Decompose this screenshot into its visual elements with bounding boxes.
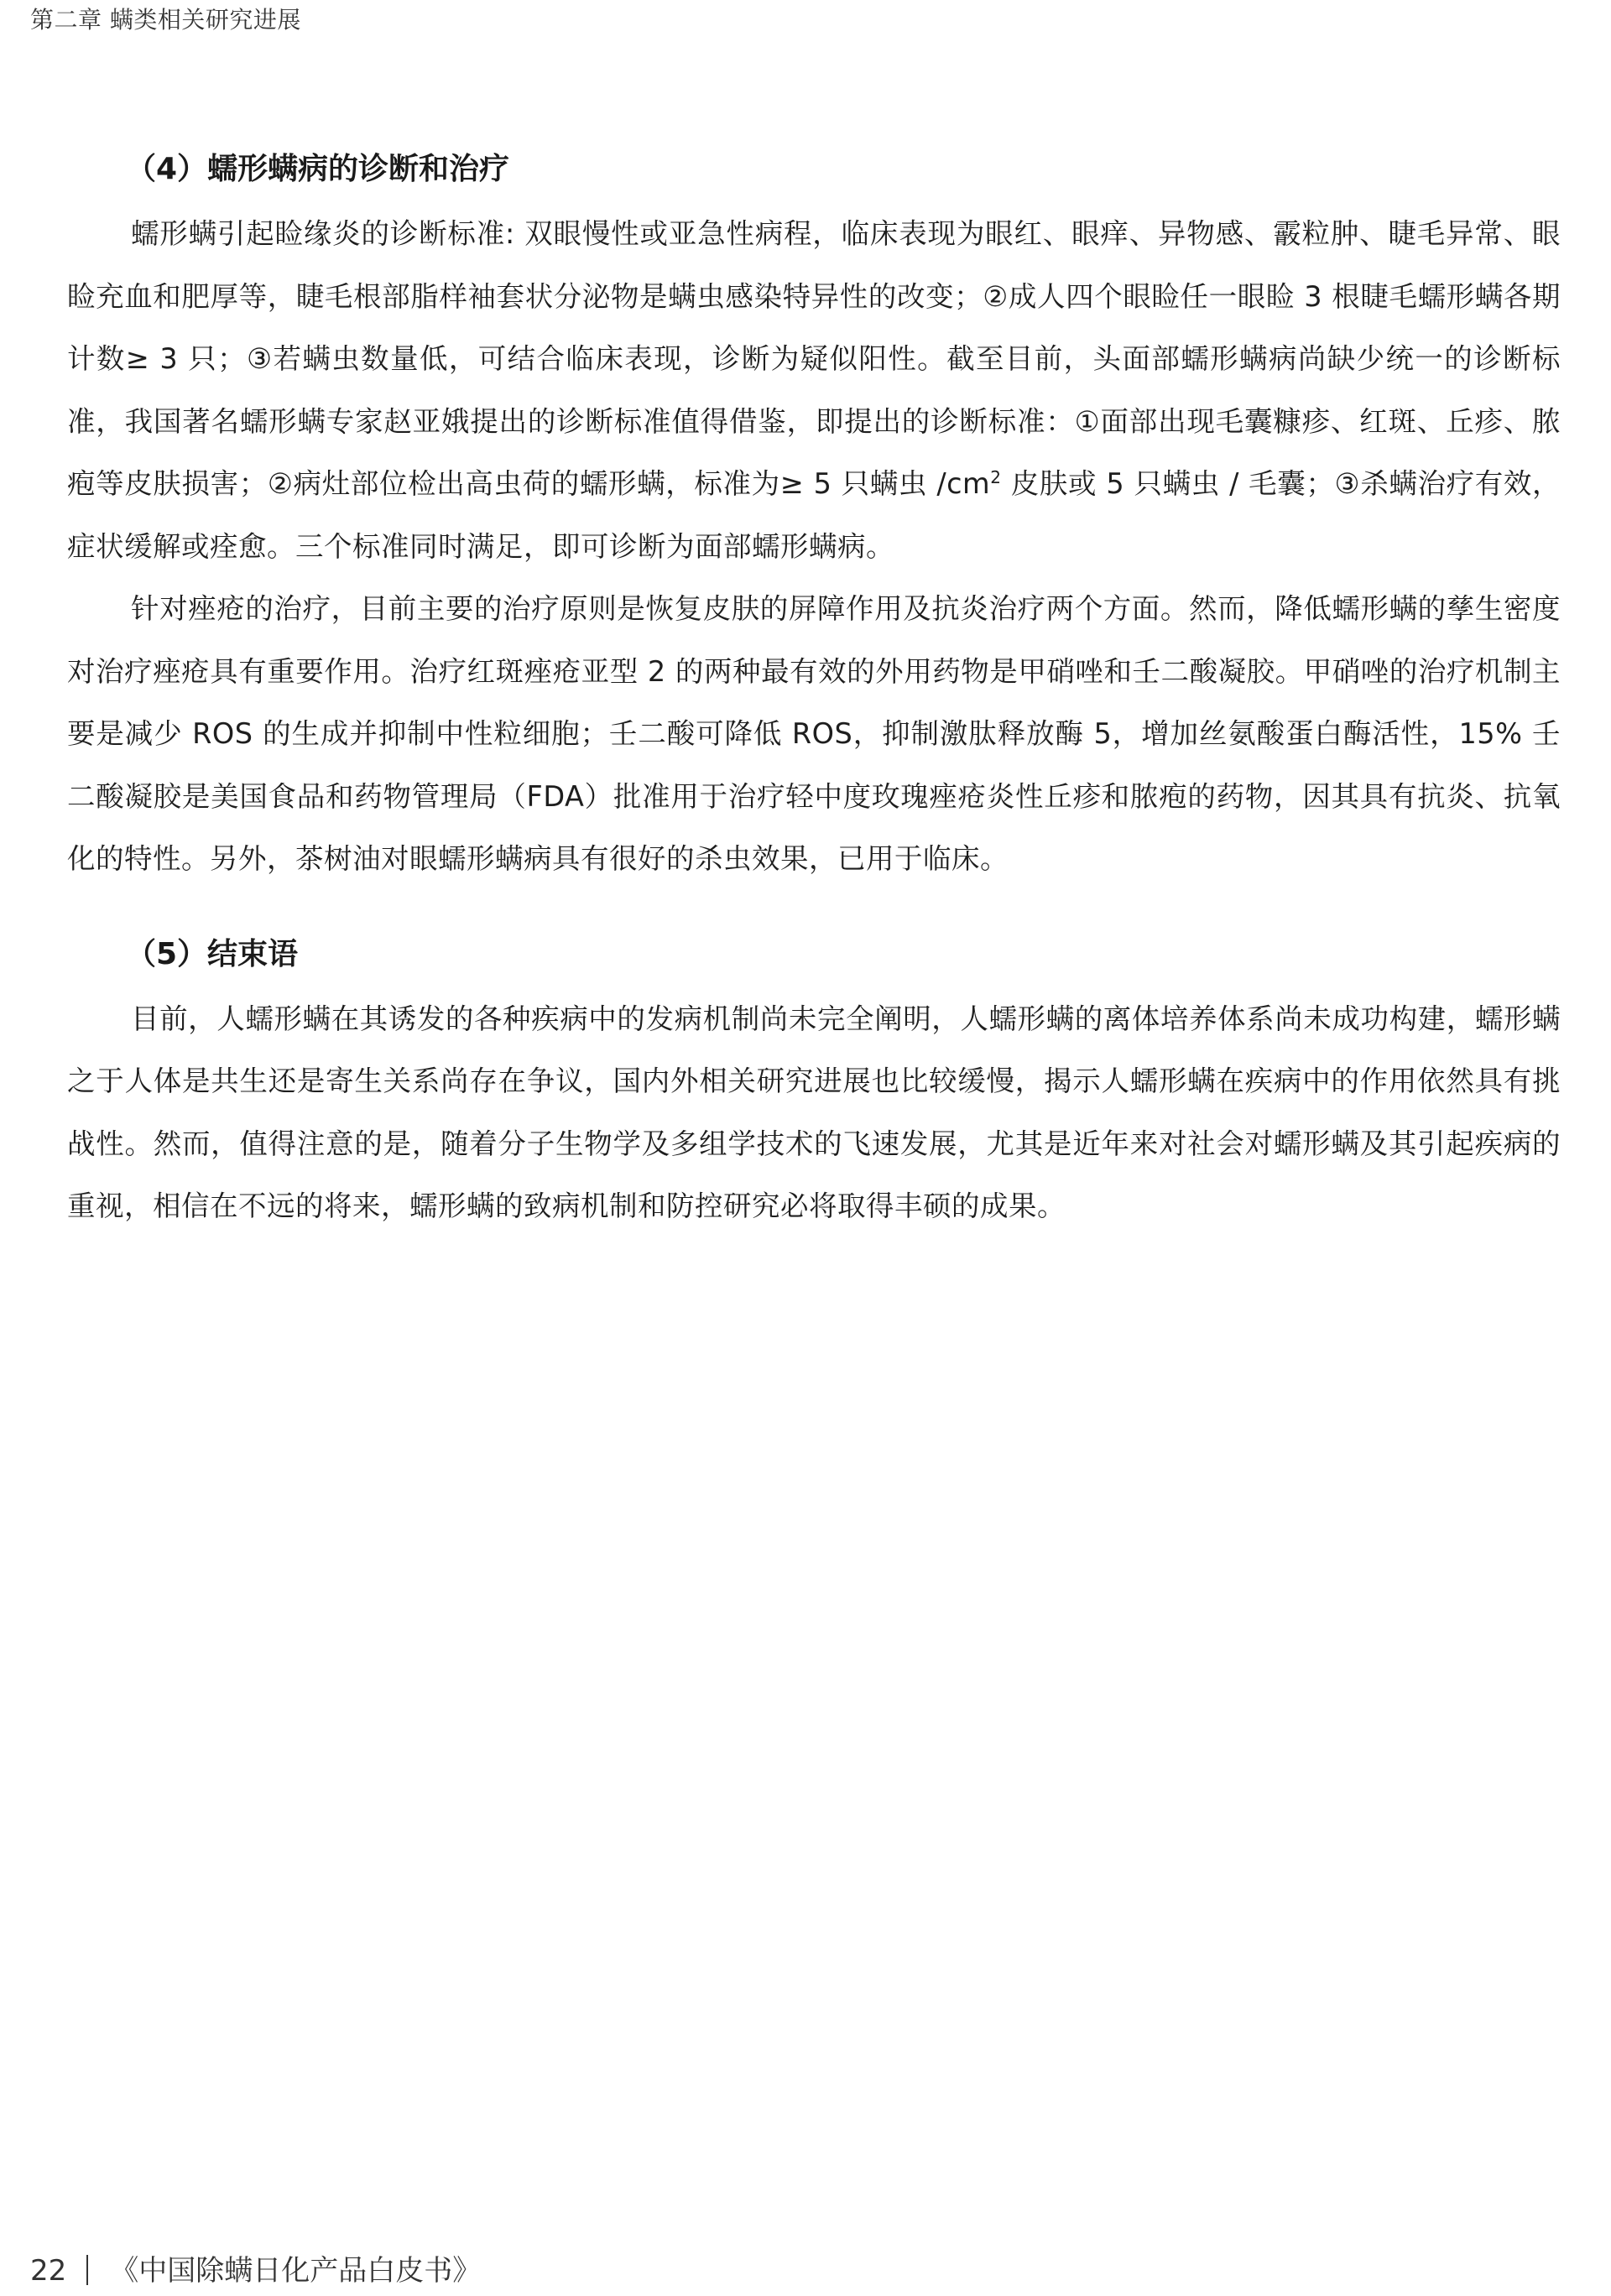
paragraph-text: 蠕形螨引起睑缘炎的诊断标准: 双眼慢性或亚急性病程，临床表现为眼红、眼痒、异物感、霰粒肿、睫毛异常、眼睑充血和肥厚等，睫毛根部脂样袖套状分泌物是螨虫感染特异性的改变；②成人四个眼睑任一眼睑 3 根睫毛蠕形螨各期计数≥ 3 只；③若螨虫数量低，可结合临床表现，诊断为疑似阳性。截至目前，头面部蠕形螨病尚缺少统一的诊断标准，我国著名蠕形螨专家赵亚娥提出的诊断标准值得借鉴，即提出的诊断标准：①面部出现毛囊糠疹、红斑、丘疹、脓疱等皮肤损害；②病灶部位检出高虫荷的蠕形螨，标准为≥ 5 只螨虫 /cm	[67, 217, 1561, 500]
section-heading-conclusion: （5）结束语	[126, 936, 299, 971]
document-body	[67, 151, 1561, 1238]
footer-divider	[86, 2255, 88, 2285]
paragraph-acne-treatment: 针对痤疮的治疗，目前主要的治疗原则是恢复皮肤的屏障作用及抗炎治疗两个方面。然而，降低蠕形螨的孳生密度对治疗痤疮具有重要作用。治疗红斑痤疮亚型 2 的两种最有效的外用药物是甲硝唑和壬二酸凝胶。甲硝唑的治疗机制主要是减少 ROS 的生成并抑制中性粒细胞；壬二酸可降低 ROS，抑制激肽释放酶 5，增加丝氨酸蛋白酶活性，15% 壬二酸凝胶是美国食品和药物管理局（FDA）批准用于治疗轻中度玫瑰痤疮炎性丘疹和脓疱的药物，因其具有抗炎、抗氧化的特性。另外，茶树油对眼蠕形螨病具有很好的杀虫效果，已用于临床。	[67, 592, 1561, 875]
superscript-2: 2	[990, 466, 1002, 487]
paragraph-text: 皮肤或 5 只螨虫 / 毛囊；③杀螨治疗有效，症状缓解或痊愈。三个标准同时满足，即可诊断为面部蠕形螨病。	[67, 467, 1561, 563]
paragraph-diagnosis-criteria	[67, 203, 1561, 578]
page-footer	[30, 2253, 481, 2288]
section-spacer	[67, 891, 1561, 936]
paragraph-conclusion: 目前，人蠕形螨在其诱发的各种疾病中的发病机制尚未完全阐明，人蠕形螨的离体培养体系尚未成功构建，蠕形螨之于人体是共生还是寄生关系尚存在争议，国内外相关研究进展也比较缓慢，揭示人蠕形螨在疾病中的作用依然具有挑战性。然而，值得注意的是，随着分子生物学及多组学技术的飞速发展，尤其是近年来对社会对蠕形螨及其引起疾病的重视，相信在不远的将来，蠕形螨的致病机制和防控研究必将取得丰硕的成果。	[67, 1002, 1561, 1222]
running-header: 第二章 螨类相关研究进展	[30, 6, 301, 34]
page-number: 22	[30, 2254, 67, 2288]
book-title: 《中国除螨日化产品白皮书》	[110, 2254, 482, 2288]
section-heading-diagnosis-treatment: （4）蠕形螨病的诊断和治疗	[126, 152, 510, 186]
